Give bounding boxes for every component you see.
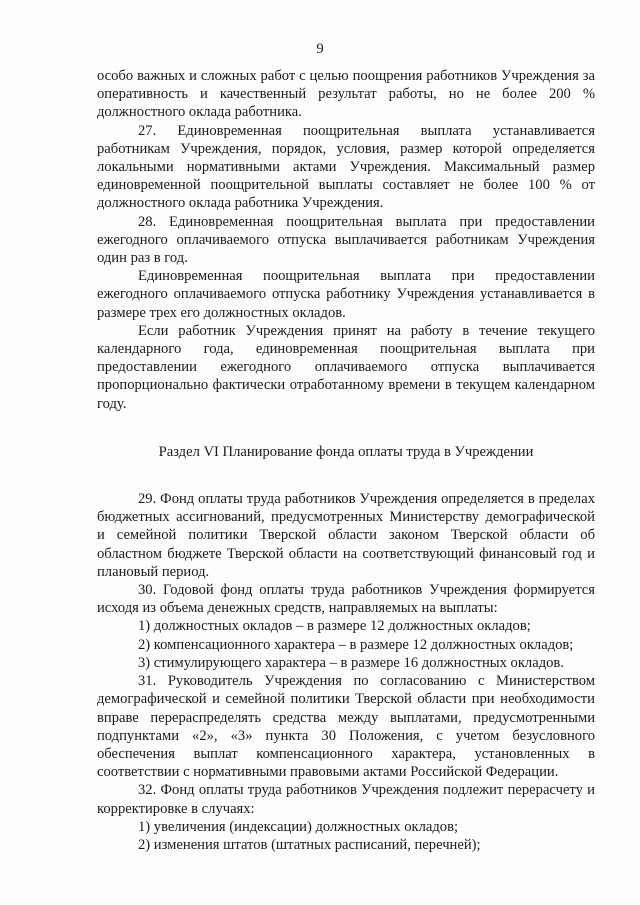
- paragraph: 32. Фонд оплаты труда работников Учреждения подлежит перерасчету и корректировке в случаях:: [97, 782, 595, 817]
- paragraph: 2) изменения штатов (штатных расписаний, перечней);: [138, 836, 481, 853]
- paragraph: 29. Фонд оплаты труда работников Учреждения определяется в пределах бюджетных ассигнований, предусмотренных Министерству демографической и семейной политики Тверской области законом Тверской области об областном бюджете Тверской области на соответствующий финансовый год и плановый период.: [97, 491, 595, 580]
- paragraphs-after-section: [97, 490, 595, 854]
- paragraph: 27. Единовременная поощрительная выплата устанавливается работникам Учреждения, порядок, условия, размер которой определяется локальными нормативными актами Учреждения. Максимальный размер единовременной поощрительной выплаты составляет не более 100 % от должностного оклада работника Учреждения.: [97, 122, 595, 212]
- paragraph: 2) компенсационного характера – в размере 12 должностных окладов;: [138, 636, 574, 653]
- document-body: [97, 67, 595, 854]
- paragraph: особо важных и сложных работ с целью поощрения работников Учреждения за оперативность и качественный результат работы, но не более 200 % должностного оклада работника.: [97, 68, 595, 121]
- paragraph: 30. Годовой фонд оплаты труда работников Учреждения формируется исходя из объема денежных средств, направляемых на выплаты:: [97, 582, 595, 617]
- paragraph: 1) увеличения (индексации) должностных окладов;: [138, 818, 459, 835]
- paragraph: Если работник Учреждения принят на работу в течение текущего календарного года, единовременная поощрительная выплата при предоставлении ежегодного оплачиваемого отпуска выплачивается пропорционально фактически отработанному времени в текущем календарном году.: [97, 322, 595, 412]
- paragraph: Единовременная поощрительная выплата при предоставлении ежегодного оплачиваемого отпуска работнику Учреждения устанавливается в размере трех его должностных окладов.: [97, 268, 595, 321]
- paragraph: 28. Единовременная поощрительная выплата при предоставлении ежегодного оплачиваемого отпуска выплачивается работникам Учреждения один раз в год.: [97, 213, 595, 267]
- page-number: 9: [316, 41, 324, 57]
- paragraph: 1) должностных окладов – в размере 12 должностных окладов;: [138, 618, 531, 635]
- section-heading: Раздел VI Планирование фонда оплаты труда в Учреждении: [158, 443, 534, 460]
- paragraph: 3) стимулирующего характера – в размере 16 должностных окладов.: [138, 654, 564, 671]
- paragraphs-before-section: [97, 67, 595, 413]
- paragraph: 31. Руководитель Учреждения по согласованию с Министерством демографической и семейной политики Тверской области при необходимости вправе перераспределять средства между выплатами, предусмотренными подпунктами «2», «3» пункта 30 Положения, с учетом безусловного обеспечения выплат компенсационного характера, установленных в соответствии с нормативными правовыми актами Российской Федерации.: [97, 673, 595, 781]
